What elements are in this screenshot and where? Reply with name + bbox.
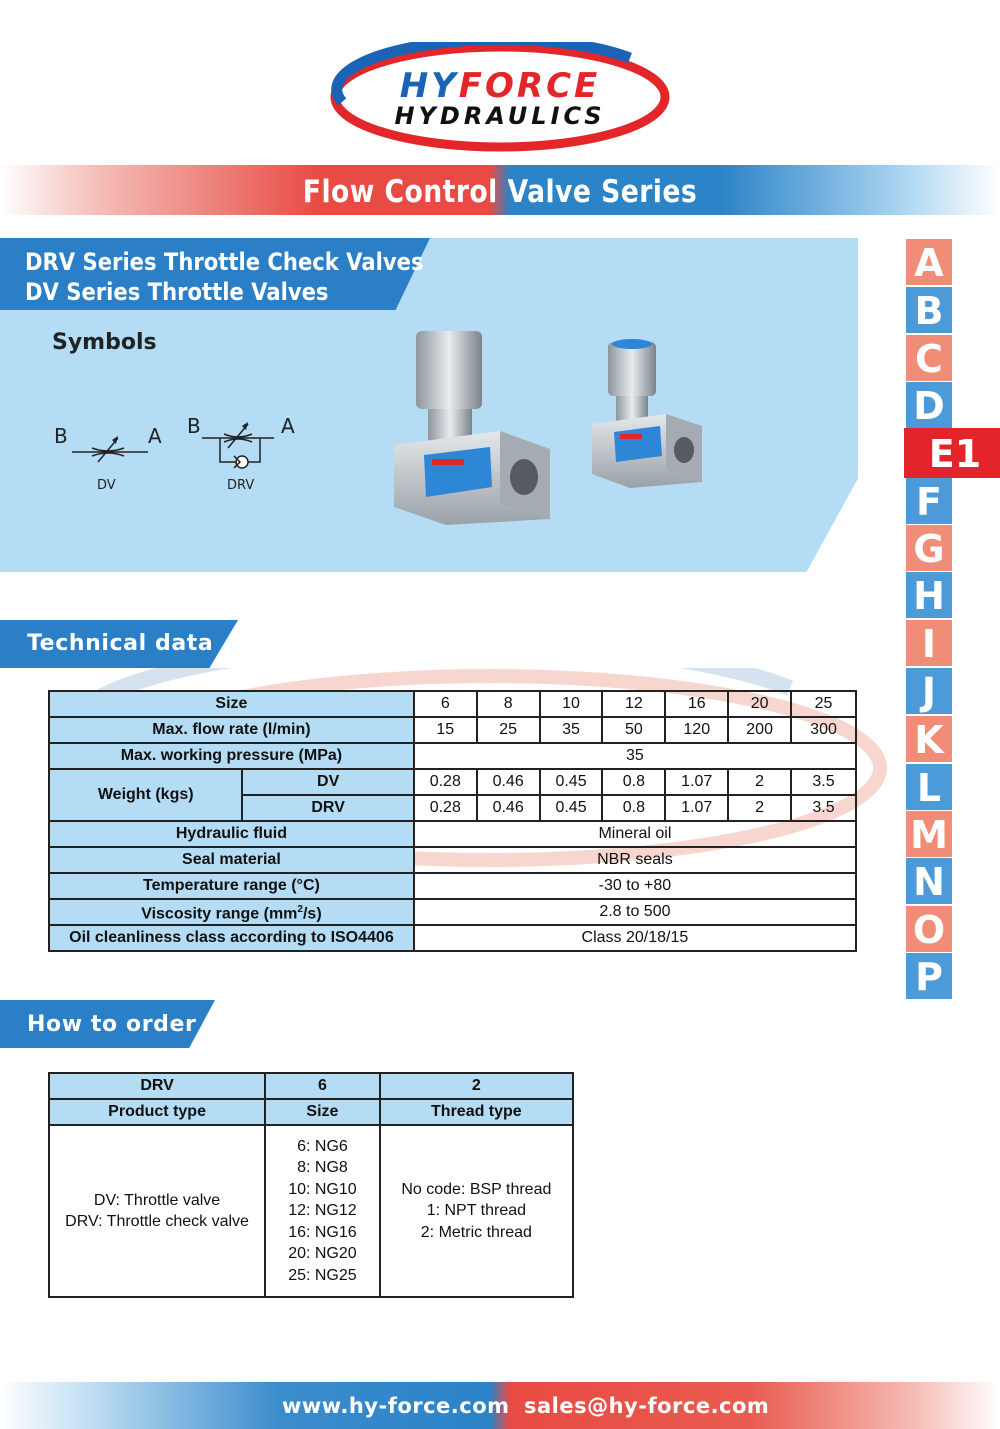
- weight-dv-cell: 0.46: [477, 769, 540, 795]
- order-code-size: 6: [265, 1073, 380, 1099]
- table-row-size: [49, 691, 856, 717]
- drv-symbol-label: DRV: [227, 478, 255, 493]
- list-item: 16: NG16: [288, 1223, 357, 1241]
- index-tab-c[interactable]: C: [906, 335, 952, 381]
- index-tab-j[interactable]: J: [906, 668, 952, 714]
- weight-dv-cell: 1.07: [665, 769, 728, 795]
- list-item: 10: NG10: [288, 1180, 357, 1198]
- index-tab-k[interactable]: K: [906, 716, 952, 762]
- company-logo: [330, 42, 670, 152]
- weight-drv-cell: 0.45: [540, 795, 603, 821]
- flow-cell: 120: [665, 717, 728, 743]
- order-header-row: [49, 1099, 573, 1125]
- logo-text-hyforce: HYFORCE: [399, 66, 601, 106]
- weight-dv-cell: 0.45: [540, 769, 603, 795]
- list-item: DV: Throttle valve: [93, 1191, 221, 1209]
- temperature-label: Temperature range (°C): [49, 873, 414, 899]
- list-item: No code: BSP thread: [401, 1180, 552, 1198]
- index-tab-n[interactable]: N: [906, 858, 952, 904]
- weight-drv-cell: 2: [728, 795, 791, 821]
- weight-drv-cell: 3.5: [791, 795, 856, 821]
- large-valve-image: [390, 325, 560, 525]
- cleanliness-value: Class 20/18/15: [414, 925, 856, 951]
- website-link[interactable]: www.hy-force.com: [282, 1394, 510, 1418]
- weight-dv-label: DV: [242, 769, 413, 795]
- list-item: 12: NG12: [288, 1202, 357, 1220]
- technical-data-heading: Technical data: [27, 631, 214, 656]
- list-item: 20: NG20: [288, 1245, 357, 1263]
- dv-port-b: B: [54, 424, 68, 448]
- weight-dv-cell: 3.5: [791, 769, 856, 795]
- order-code-thread: 2: [380, 1073, 573, 1099]
- email-link[interactable]: sales@hy-force.com: [524, 1394, 770, 1418]
- order-code-product: DRV: [49, 1073, 265, 1099]
- fluid-label: Hydraulic fluid: [49, 821, 414, 847]
- flow-label: Max. flow rate (l/min): [49, 717, 414, 743]
- flow-cell: 300: [791, 717, 856, 743]
- index-tab-d[interactable]: D: [906, 382, 952, 428]
- index-tab-b[interactable]: B: [906, 287, 952, 333]
- pressure-label: Max. working pressure (MPa): [49, 743, 414, 769]
- dv-port-a: A: [148, 424, 162, 448]
- weight-dv-cell: 0.28: [414, 769, 477, 795]
- viscosity-label: Viscosity range $(mm^2/s)$: [49, 899, 414, 925]
- size-cell: 6: [414, 691, 477, 717]
- weight-drv-cell: 0.46: [477, 795, 540, 821]
- how-to-order-heading: How to order: [27, 1012, 197, 1037]
- list-item: 6: NG6: [297, 1137, 348, 1155]
- seal-value: NBR seals: [414, 847, 856, 873]
- weight-dv-cell: 0.8: [602, 769, 665, 795]
- product-title-line2: DV Series Throttle Valves: [25, 278, 329, 306]
- table-row-temperature: [49, 873, 856, 899]
- table-row-cleanliness: [49, 925, 856, 951]
- list-item: DRV: Throttle check valve: [65, 1213, 249, 1230]
- product-type-header: Product type: [49, 1099, 265, 1125]
- order-code-row: [49, 1073, 573, 1099]
- thread-type-options: [380, 1125, 573, 1297]
- product-type-options: [49, 1125, 265, 1297]
- flow-cell: 50: [602, 717, 665, 743]
- product-title-line1: DRV Series Throttle Check Valves: [25, 248, 424, 276]
- thread-type-header: Thread type: [380, 1099, 573, 1125]
- index-tab-m[interactable]: M: [906, 811, 952, 857]
- index-tab-h[interactable]: H: [906, 572, 952, 618]
- temperature-value: -30 to +80: [414, 873, 856, 899]
- weight-drv-cell: 0.8: [602, 795, 665, 821]
- flow-cell: 200: [728, 717, 791, 743]
- order-options-row: [49, 1125, 573, 1297]
- size-cell: 12: [602, 691, 665, 717]
- size-label: Size: [49, 691, 414, 717]
- weight-label: Weight (kgs): [49, 769, 242, 821]
- drv-port-b: B: [187, 414, 201, 438]
- table-row-fluid: [49, 821, 856, 847]
- size-cell: 25: [791, 691, 856, 717]
- weight-dv-cell: 2: [728, 769, 791, 795]
- viscosity-value: 2.8 to 500: [414, 899, 856, 925]
- list-item: 8: NG8: [297, 1159, 348, 1177]
- table-row-seal: [49, 847, 856, 873]
- pressure-value: 35: [414, 743, 856, 769]
- small-valve-image: [590, 338, 710, 498]
- symbols-heading: Symbols: [52, 330, 157, 355]
- size-header: Size: [265, 1099, 380, 1125]
- size-cell: 16: [665, 691, 728, 717]
- index-tab-f[interactable]: F: [906, 478, 952, 524]
- weight-drv-cell: 0.28: [414, 795, 477, 821]
- logo-text-hydraulics: HYDRAULICS: [394, 102, 606, 130]
- technical-data-table: [48, 690, 857, 952]
- list-item: 1: NPT thread: [426, 1202, 527, 1220]
- index-tab-e1-active[interactable]: E1: [904, 428, 1000, 478]
- flow-cell: 15: [414, 717, 477, 743]
- drv-port-a: A: [281, 414, 295, 438]
- order-code-table: [48, 1072, 574, 1298]
- index-tab-i[interactable]: I: [906, 620, 952, 666]
- fluid-value: Mineral oil: [414, 821, 856, 847]
- flow-cell: 35: [540, 717, 603, 743]
- list-item: 2: Metric thread: [420, 1223, 532, 1241]
- index-tab-a[interactable]: A: [906, 239, 952, 285]
- size-cell: 20: [728, 691, 791, 717]
- flow-cell: 25: [477, 717, 540, 743]
- size-options: [265, 1125, 380, 1297]
- table-row-pressure: [49, 743, 856, 769]
- series-title: Flow Control Valve Series: [302, 174, 698, 210]
- table-row-weight-dv: [49, 769, 856, 795]
- index-tab-o[interactable]: O: [906, 906, 952, 952]
- table-row-viscosity: [49, 899, 856, 925]
- cleanliness-label: Oil cleanliness class according to ISO4406: [49, 925, 414, 951]
- list-item: 25: NG25: [288, 1266, 357, 1284]
- index-tab-p[interactable]: P: [906, 953, 952, 999]
- dv-symbol-label: DV: [97, 478, 116, 493]
- table-row-flow: [49, 717, 856, 743]
- index-tab-l[interactable]: L: [906, 764, 952, 810]
- weight-drv-cell: 1.07: [665, 795, 728, 821]
- index-tab-g[interactable]: G: [906, 525, 952, 571]
- size-cell: 10: [540, 691, 603, 717]
- seal-label: Seal material: [49, 847, 414, 873]
- size-cell: 8: [477, 691, 540, 717]
- drv-throttle-check-symbol-icon: [198, 418, 278, 472]
- weight-drv-label: DRV: [242, 795, 413, 821]
- dv-throttle-symbol-icon: [70, 428, 150, 468]
